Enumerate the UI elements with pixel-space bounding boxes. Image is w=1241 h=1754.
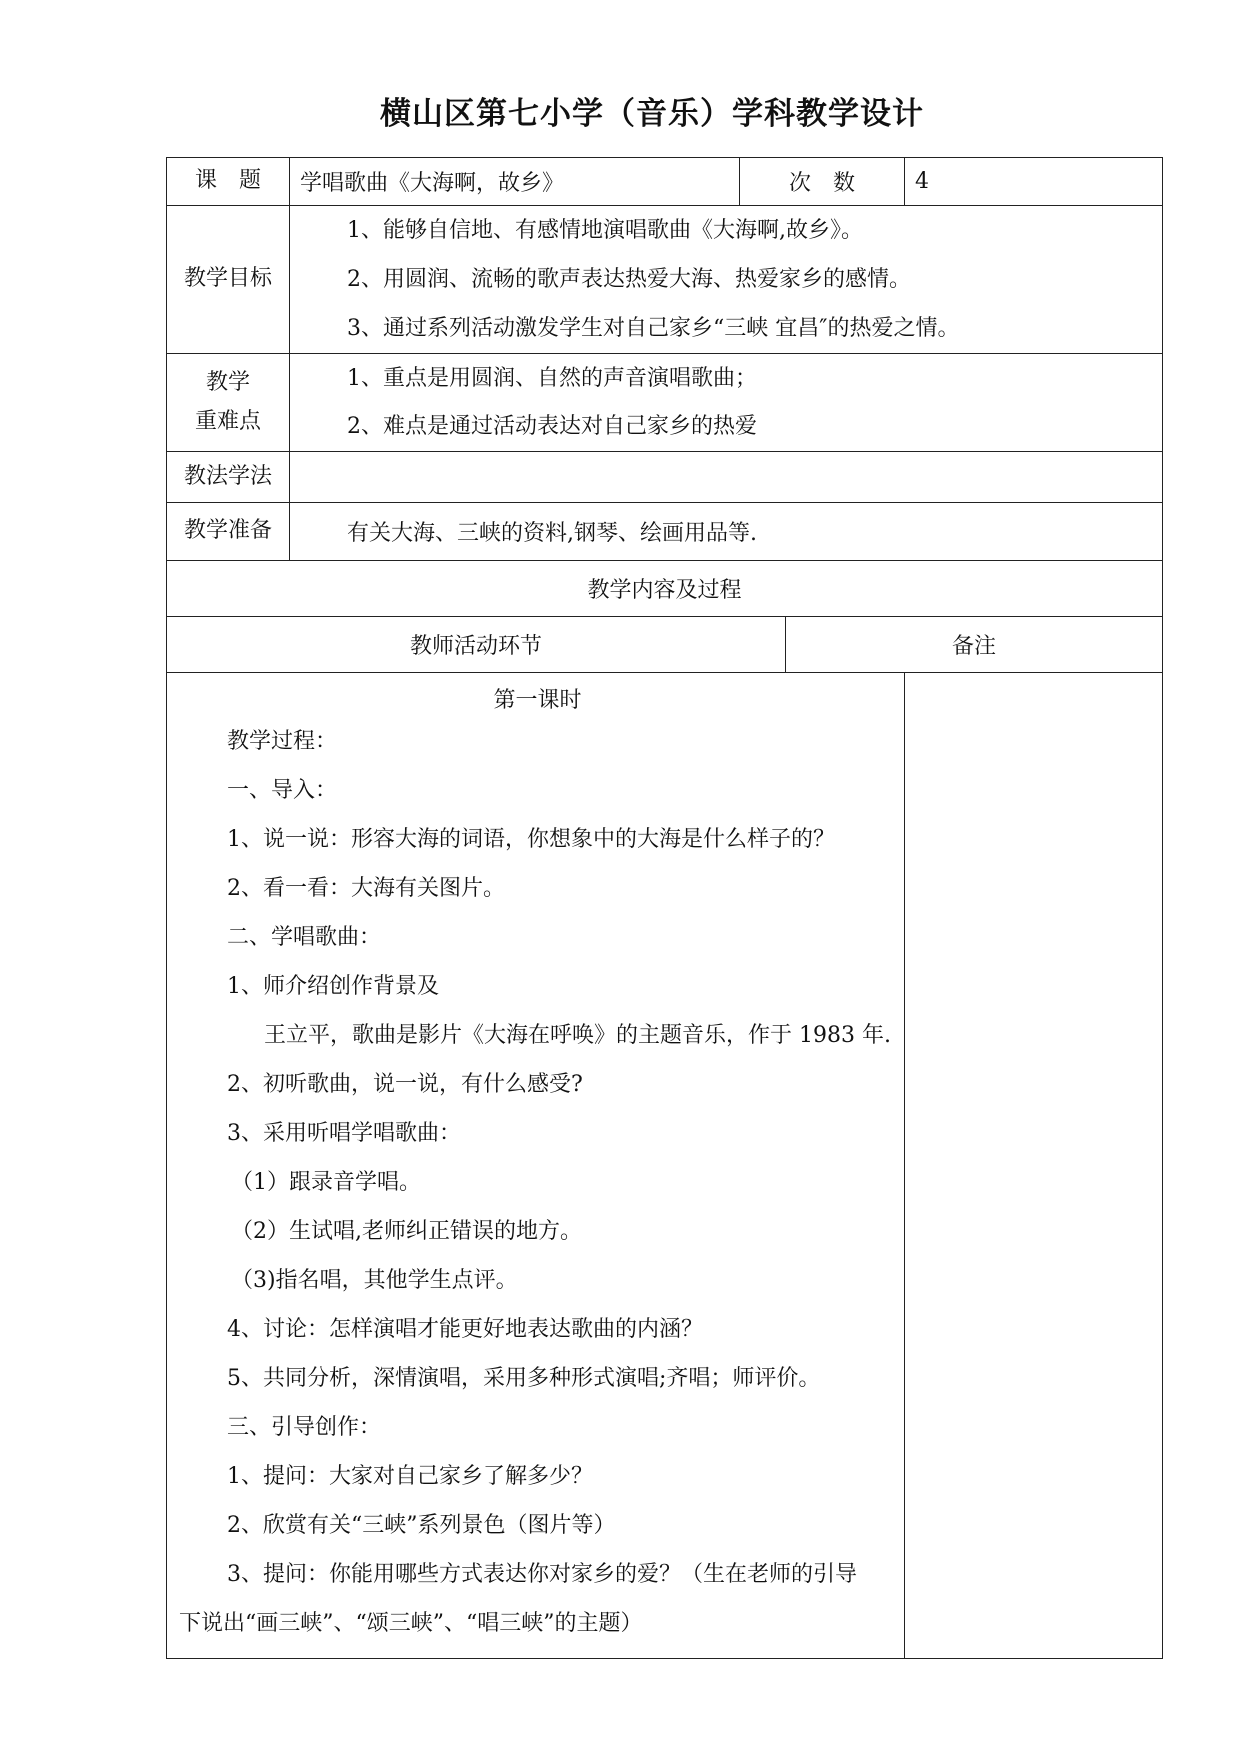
key-points-row: [167, 354, 1163, 452]
key-points-list: [290, 354, 1163, 452]
process-content: [167, 673, 905, 1659]
lesson-plan-table: [166, 157, 1163, 1659]
process-line: （2）生试唱,老师纠正错误的地方。: [231, 1219, 582, 1244]
methods-row: [167, 452, 1163, 503]
activity-column-header: 教师活动环节: [167, 617, 786, 673]
process-line: 下说出“画三峡”、“颂三峡”、“唱三峡”的主题）: [179, 1611, 643, 1636]
process-line: 3、采用听唱学唱歌曲：: [227, 1121, 461, 1146]
goals-row: [167, 206, 1163, 354]
process-line: 1、师介绍创作背景及: [227, 974, 439, 999]
preparation-value: 有关大海、三峡的资料,钢琴、绘画用品等.: [290, 503, 1163, 561]
goals-list: [290, 206, 1163, 354]
process-line: 5、共同分析，深情演唱，采用多种形式演唱;齐唱；师评价。: [227, 1366, 821, 1391]
process-line: 一、导入：: [227, 778, 338, 803]
key-points-label: [167, 354, 290, 452]
goals-label: 教学目标: [167, 206, 290, 354]
notes-column-header: 备注: [786, 617, 1163, 673]
key-point-item: 1、重点是用圆润、自然的声音演唱歌曲；: [347, 365, 757, 391]
process-line: 教学过程：: [227, 729, 338, 754]
key-point-item: 2、难点是通过活动表达对自己家乡的热爱: [347, 413, 757, 439]
key-points-label-line1: 教学: [205, 370, 250, 395]
topic-row: [167, 158, 1163, 206]
goal-item: 2、用圆润、流畅的歌声表达热爱大海、热爱家乡的感情。: [347, 267, 911, 292]
process-line: （1）跟录音学唱。: [231, 1170, 421, 1195]
methods-value: [290, 452, 1163, 503]
process-line: 1、提问：大家对自己家乡了解多少？: [227, 1464, 593, 1489]
section-header-row: [167, 561, 1163, 617]
topic-value: 学唱歌曲《大海啊，故乡》: [290, 158, 740, 206]
process-line: （3)指名唱，其他学生点评。: [231, 1268, 518, 1293]
process-row: [167, 673, 1163, 1659]
goal-item: 1、能够自信地、有感情地演唱歌曲《大海啊,故乡》。: [347, 218, 863, 243]
count-value: 4: [905, 158, 1163, 206]
page-title: 横山区第七小学（音乐）学科教学设计: [380, 96, 924, 132]
topic-label: 课 题: [167, 158, 290, 206]
section-header: 教学内容及过程: [167, 561, 1163, 617]
process-line: 2、初听歌曲，说一说，有什么感受?: [227, 1072, 583, 1097]
process-line: 二、学唱歌曲：: [227, 925, 382, 950]
process-line: 2、看一看：大海有关图片。: [227, 876, 505, 901]
process-line: 3、提问：你能用哪些方式表达你对家乡的爱？（生在老师的引导: [227, 1562, 857, 1587]
process-line: 1、说一说：形容大海的词语，你想象中的大海是什么样子的？: [227, 827, 835, 852]
process-line: 王立平，歌曲是影片《大海在呼唤》的主题音乐，作于 1983 年.: [264, 1023, 891, 1048]
process-line: 2、欣赏有关“三峡”系列景色（图片等）: [227, 1513, 616, 1538]
process-line: 三、引导创作：: [227, 1415, 382, 1440]
preparation-row: [167, 503, 1163, 561]
columns-row: [167, 617, 1163, 673]
notes-cell: [905, 673, 1163, 1659]
key-points-label-line2: 重难点: [194, 408, 261, 434]
count-label: 次 数: [740, 158, 905, 206]
methods-label: 教法学法: [167, 452, 290, 503]
process-line: 4、讨论：怎样演唱才能更好地表达歌曲的内涵？: [227, 1317, 703, 1342]
preparation-label: 教学准备: [167, 503, 290, 561]
lesson-period-title: 第一课时: [493, 688, 582, 713]
goal-item: 3、通过系列活动激发学生对自己家乡“三峡 宜昌″的热爱之情。: [347, 316, 960, 341]
